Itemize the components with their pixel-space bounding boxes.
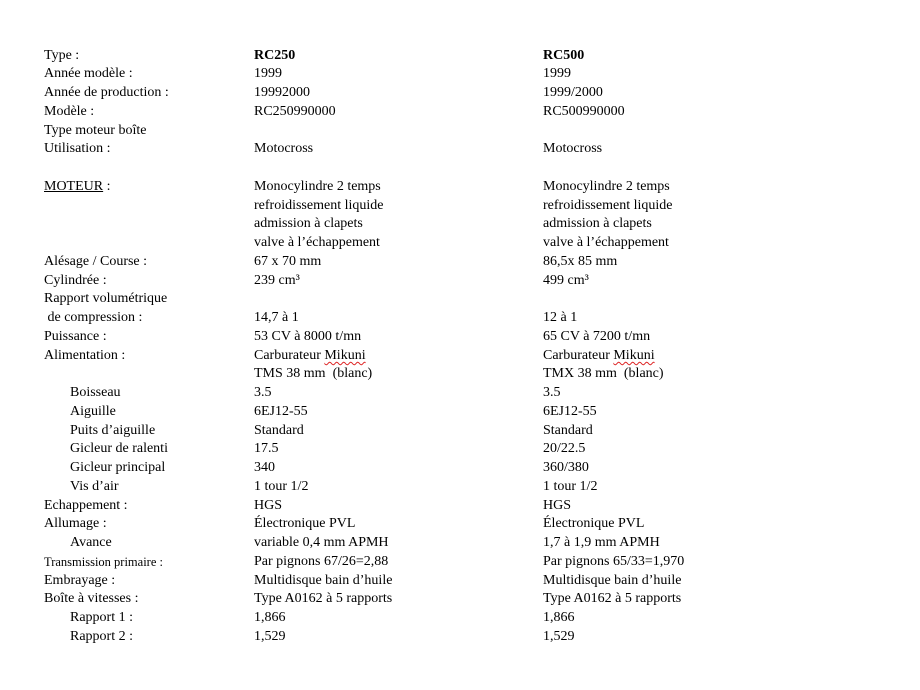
row-label: Alimentation : [44,348,126,363]
rc500-value: 499 cm³ [543,273,589,288]
spec-row-sub [0,534,920,553]
rc250-value: 67 x 70 mm [254,254,322,269]
rc500-value: Électronique PVL [543,516,645,531]
rc500-value: RC500990000 [543,104,625,119]
spec-row-moteur [0,178,920,197]
rc500-model-heading: RC500 [543,48,585,63]
rc250-model-heading: RC250 [254,48,296,63]
rc500-value: refroidissement liquide [543,198,673,213]
row-label: Modèle : [44,104,95,119]
rc500-value: 86,5x 85 mm [543,254,618,269]
row-label: Echappement : [44,498,128,513]
spec-row [0,328,920,347]
row-label: Type : [44,48,80,63]
spec-row-sub [0,422,920,441]
carburetor-text: Carburateur [254,348,325,363]
carburetor-text: Carburateur [543,348,614,363]
rc500-value: TMX 38 mm (blanc) [543,366,664,381]
row-sublabel: Aiguille [70,404,116,419]
row-sublabel: Vis d’air [70,479,119,494]
row-label: Utilisation : [44,141,111,156]
row-sublabel: Gicleur principal [70,460,166,475]
spec-row [0,497,920,516]
rc250-value: 17.5 [254,441,279,456]
section-heading-text: MOTEUR [44,179,104,194]
spec-row-sub [0,478,920,497]
rc500-value: 1,529 [543,629,575,644]
rc500-value: 20/22.5 [543,441,586,456]
spec-row-sub [0,440,920,459]
spec-row [0,590,920,609]
spellcheck-underlined-word: Mikuni [613,348,655,363]
rc500-value: 3.5 [543,385,561,400]
rc250-value: 239 cm³ [254,273,300,288]
spec-row-sub [0,628,920,647]
row-sublabel: Gicleur de ralenti [70,441,168,456]
section-heading-moteur [44,178,111,196]
rc250-value: 19992000 [254,85,310,100]
spec-row-continuation [0,215,920,234]
row-sublabel: Avance [70,535,112,550]
spec-row [0,309,920,328]
row-label: Puissance : [44,329,107,344]
spec-row-continuation [0,197,920,216]
rc250-value: 53 CV à 8000 t/mn [254,329,362,344]
spec-row-sub [0,609,920,628]
rc250-value: TMS 38 mm (blanc) [254,366,373,381]
rc250-value: 340 [254,460,275,475]
rc500-value: valve à l’échappement [543,235,669,250]
rc250-value: RC250990000 [254,104,336,119]
rc500-value: 1,866 [543,610,575,625]
rc500-value: Motocross [543,141,603,156]
row-label: Allumage : [44,516,107,531]
rc500-value [543,347,655,365]
rc500-value: Multidisque bain d’huile [543,573,682,588]
row-label: Type moteur boîte [44,123,147,138]
rc500-value: 6EJ12-55 [543,404,597,419]
rc250-value: Électronique PVL [254,516,356,531]
spec-row-blank [0,159,920,178]
row-label: Rapport volumétrique [44,291,168,306]
row-label: de compression : [44,310,143,325]
rc250-value: HGS [254,498,283,513]
rc500-value: admission à clapets [543,216,652,231]
rc250-value: Motocross [254,141,314,156]
spec-row [0,65,920,84]
spec-row [0,253,920,272]
rc250-value: 6EJ12-55 [254,404,308,419]
spec-row [0,84,920,103]
rc500-value: 1,7 à 1,9 mm APMH [543,535,660,550]
rc250-value: valve à l’échappement [254,235,380,250]
rc250-value: 1,529 [254,629,286,644]
rc500-value: 12 à 1 [543,310,578,325]
spec-row-type [0,47,920,66]
row-sublabel: Rapport 1 : [70,610,133,625]
spec-row [0,515,920,534]
rc250-value: Monocylindre 2 temps [254,179,381,194]
spec-row [0,553,920,572]
rc250-value: 1,866 [254,610,286,625]
rc250-value: 1 tour 1/2 [254,479,309,494]
rc500-value: 360/380 [543,460,589,475]
section-heading-colon: : [103,179,111,194]
rc500-value: Standard [543,423,593,438]
rc250-value [254,347,366,365]
spellcheck-underlined-word: Mikuni [324,348,366,363]
spec-row-alimentation [0,347,920,366]
row-sublabel: Puits d’aiguille [70,423,156,438]
row-label: Transmission primaire : [44,555,163,569]
row-label: Alésage / Course : [44,254,148,269]
rc500-value: 1999/2000 [543,85,603,100]
rc250-value: 14,7 à 1 [254,310,299,325]
rc250-value: variable 0,4 mm APMH [254,535,389,550]
spec-row-sub [0,459,920,478]
spec-row-sub [0,384,920,403]
row-label: Année de production : [44,85,169,100]
rc250-value: Type A0162 à 5 rapports [254,591,393,606]
row-label: Embrayage : [44,573,116,588]
spec-row [0,290,920,309]
spec-row [0,572,920,591]
row-sublabel: Boisseau [70,385,121,400]
rc500-value: Type A0162 à 5 rapports [543,591,682,606]
rc500-value: 1999 [543,66,571,81]
spec-row-continuation [0,365,920,384]
rc250-value: admission à clapets [254,216,363,231]
rc250-value: Standard [254,423,304,438]
rc250-value: refroidissement liquide [254,198,384,213]
spec-row [0,140,920,159]
rc500-value: Monocylindre 2 temps [543,179,670,194]
spec-row [0,122,920,141]
row-label: Année modèle : [44,66,133,81]
rc500-value: Par pignons 65/33=1,970 [543,554,685,569]
spec-row [0,103,920,122]
spec-row [0,272,920,291]
spec-row-sub [0,403,920,422]
rc250-value: Par pignons 67/26=2,88 [254,554,389,569]
rc500-value: HGS [543,498,572,513]
rc250-value: 1999 [254,66,282,81]
spec-row-continuation [0,234,920,253]
row-label: Cylindrée : [44,273,107,288]
rc250-value: 3.5 [254,385,272,400]
row-label: Boîte à vitesses : [44,591,139,606]
rc500-value: 1 tour 1/2 [543,479,598,494]
row-sublabel: Rapport 2 : [70,629,133,644]
rc250-value: Multidisque bain d’huile [254,573,393,588]
rc500-value: 65 CV à 7200 t/mn [543,329,651,344]
